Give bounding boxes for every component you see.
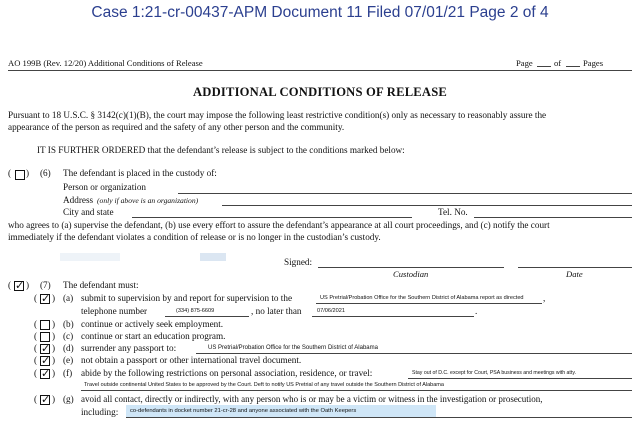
item-a-period: . (475, 306, 478, 316)
blurred-stamp-right (200, 253, 226, 261)
no-later-label: , no later than (251, 306, 302, 316)
paren-open-g: ( (34, 394, 38, 404)
paren-open-7: ( (8, 280, 12, 290)
agrees-line-2: immediately if the defendant violates a condition of release or is no longer in the custodian’s custody. (8, 232, 381, 242)
date-caption: Date (566, 269, 583, 279)
blurred-stamp-left (60, 253, 120, 261)
item-a-text: submit to supervision by and report for supervision to the (81, 293, 293, 303)
item-f-value[interactable]: Stay out of D.C. except for Court, PSA business and meetings with atty. (412, 370, 576, 376)
person-label: Person or organization (63, 182, 147, 192)
paren-open-c: ( (34, 331, 38, 341)
item-f-field-line-1 (408, 378, 632, 379)
city-label: City and state (63, 207, 114, 217)
checkbox-b[interactable] (40, 320, 50, 330)
paren-close-c: ) (52, 331, 56, 341)
signed-label: Signed: (284, 257, 313, 267)
paren-close-6: ) (26, 168, 30, 178)
checkmark-e: ✓ (41, 354, 51, 367)
phone-label: telephone number (81, 306, 148, 316)
item-f-text: abide by the following restrictions on personal association, residence, or travel: (81, 368, 373, 378)
condition-7-number: (7) (40, 280, 51, 290)
paren-close-d: ) (52, 343, 56, 353)
item-a-field-line (316, 303, 542, 304)
item-b-text: continue or actively seek employment. (81, 319, 224, 329)
agrees-line-1: who agrees to (a) supervise the defendant, (b) use every effort to assure the defendant’s appearance at all court proceedings, and (c) notify the court (8, 220, 550, 230)
of-label: of (554, 58, 562, 68)
item-c-letter: (c) (63, 331, 74, 341)
phone-field-line (165, 316, 249, 317)
case-header: Case 1:21-cr-00437-APM Document 11 Filed 07/01/21 Page 2 of 4 (91, 4, 549, 21)
item-g-field-line (126, 417, 632, 418)
checkbox-c[interactable] (40, 332, 50, 342)
address-note: (only if above is an organization) (97, 196, 199, 205)
custodian-caption: Custodian (393, 269, 429, 279)
tel-label: Tel. No. (438, 207, 468, 217)
paren-close-f: ) (52, 368, 56, 378)
item-f-letter: (f) (63, 368, 73, 378)
custodian-date-field[interactable] (518, 267, 632, 268)
form-title: ADDITIONAL CONDITIONS OF RELEASE (192, 85, 447, 99)
custody-text: The defendant is placed in the custody of: (63, 168, 217, 178)
address-label: Address (63, 195, 94, 205)
form-id: AO 199B (Rev. 12/20) Additional Conditions of Release (8, 58, 203, 68)
city-field[interactable] (132, 217, 412, 218)
paren-open-d: ( (34, 343, 38, 353)
paren-close-a: ) (52, 293, 56, 303)
paren-open-b: ( (34, 319, 38, 329)
checkmark-g: ✓ (41, 393, 51, 406)
intro-line-2: appearance of the person as required and the safety of any other person and the community. (8, 122, 345, 132)
item-g-letter: (g) (63, 394, 74, 404)
paren-open-f: ( (34, 368, 38, 378)
item-f-field-line-2 (81, 390, 632, 391)
phone-value[interactable]: (334) 875-6609 (176, 308, 215, 314)
paren-close-7: ) (26, 280, 30, 290)
page-label: Page (516, 58, 533, 68)
page-number-field[interactable] (537, 66, 551, 67)
paren-open-e: ( (34, 355, 38, 365)
item-g-value[interactable]: co-defendants in docket number 21-cr-28 and anyone associated with the Oath Keepers (130, 408, 357, 414)
address-field[interactable] (222, 205, 632, 206)
report-date-field-line (312, 316, 474, 317)
paren-open-a: ( (34, 293, 38, 303)
item-a-value[interactable]: US Pretrial/Probation Office for the Southern District of Alabama report as directed (320, 295, 524, 301)
paren-close-e: ) (52, 355, 56, 365)
checkmark-d: ✓ (41, 342, 51, 355)
page-total-field[interactable] (566, 66, 580, 67)
checkmark-a: ✓ (41, 292, 51, 305)
checkbox-6[interactable] (15, 170, 25, 180)
ordered-text: IT IS FURTHER ORDERED that the defendant’s release is subject to the conditions marked below: (37, 145, 405, 155)
item-d-value[interactable]: US Pretrial/Probation Office for the Southern District of Alabama (208, 345, 378, 351)
tel-field[interactable] (474, 217, 632, 218)
item-d-letter: (d) (63, 343, 74, 353)
item-e-text: not obtain a passport or other international travel document. (81, 355, 302, 365)
must-text: The defendant must: (63, 280, 139, 290)
checkmark-f: ✓ (41, 367, 51, 380)
item-a-letter: (a) (63, 293, 74, 303)
paren-open-6: ( (8, 168, 12, 178)
item-d-text: surrender any passport to: (81, 343, 177, 353)
report-date-value[interactable]: 07/06/2021 (317, 308, 345, 314)
item-g-text: avoid all contact, directly or indirectly, with any person who is or may be a victim or witness in the investigation or prosecution, (81, 394, 543, 404)
paren-close-b: ) (52, 319, 56, 329)
including-label: including: (81, 407, 119, 417)
item-d-field-line (196, 353, 632, 354)
pages-label: Pages (583, 58, 604, 68)
person-field[interactable] (178, 193, 632, 194)
condition-6-number: (6) (40, 168, 51, 178)
item-f-value-2[interactable]: Travel outside continental United States to be approved by the Court. Deft to notify US Pretrial of any travel outside the Southern District of Alabama (84, 382, 444, 388)
paren-close-g: ) (52, 394, 56, 404)
item-b-letter: (b) (63, 319, 74, 329)
header-divider (8, 70, 632, 71)
item-a-comma: , (543, 293, 546, 303)
item-c-text: continue or start an education program. (81, 331, 226, 341)
intro-line-1: Pursuant to 18 U.S.C. § 3142(c)(1)(B), the court may impose the following least restrictive condition(s) only as necessary to reasonably assure the (8, 110, 547, 120)
item-e-letter: (e) (63, 355, 74, 365)
custodian-signature-field[interactable] (318, 267, 504, 268)
checkmark-7: ✓ (15, 279, 25, 292)
